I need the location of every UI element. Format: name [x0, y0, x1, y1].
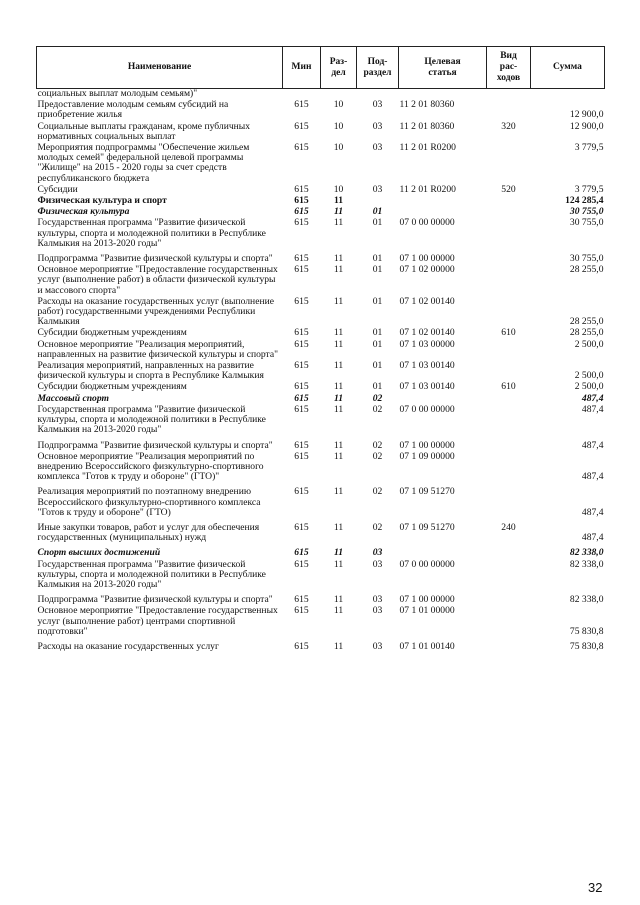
table-body — [37, 89, 605, 654]
cell-sum: 487,4 — [581, 471, 604, 483]
cell-expense-type — [487, 250, 531, 265]
cell-target-article: 11 2 01 R0200 — [399, 183, 456, 195]
cell-target-article: 07 1 09 00000 — [399, 450, 455, 462]
cell-ministry: 615 — [294, 486, 309, 498]
cell-razdel: 11 — [333, 594, 344, 606]
cell-podrazdel: 03 — [372, 183, 383, 195]
cell-name: Субсидии бюджетным учреждениям — [37, 327, 187, 339]
cell-name: Массовый спорт — [37, 392, 109, 404]
cell-expense-type — [487, 452, 531, 484]
cell-ministry: 615 — [294, 206, 309, 218]
cell-expense-type — [487, 207, 531, 218]
cell-razdel: 10 — [333, 183, 344, 195]
cell-target-article: 07 0 00 00000 — [399, 217, 455, 229]
cell-razdel: 10 — [333, 120, 344, 132]
table-row — [37, 606, 605, 638]
cell-expense-type: 320 — [501, 120, 516, 132]
cell-expense-type — [487, 591, 531, 606]
cell-sum: 124 285,4 — [565, 195, 604, 207]
table-row — [37, 250, 605, 265]
cell-name: Предоставление молодым семьям субсидий на приобретение жилья — [37, 99, 229, 121]
cell-podrazdel: 01 — [372, 360, 383, 372]
cell-podrazdel: 01 — [372, 264, 383, 276]
cell-target-article — [399, 544, 487, 559]
cell-razdel: 11 — [333, 381, 344, 393]
cell-name: Реализация мероприятий по поэтапному внедрению Всероссийского физкультурно-спортивного комплекса "Готов к труду и обороне" (ГТО) — [37, 486, 261, 518]
cell-sum: 28 255,0 — [569, 264, 604, 276]
cell-name: Физическая культура и спорт — [37, 195, 167, 207]
cell-expense-type — [487, 483, 531, 519]
table-row — [37, 519, 605, 544]
table-row — [37, 483, 605, 519]
cell-name: Основное мероприятие "Предоставление государственных услуг (выполнение работ) в области физической культуры и массового спорта" — [37, 264, 278, 296]
cell-ministry: 615 — [294, 381, 309, 393]
cell-podrazdel: 02 — [372, 392, 383, 404]
cell-razdel: 11 — [333, 521, 344, 533]
table-row — [37, 143, 605, 185]
budget-table — [36, 46, 605, 653]
cell-name: Мероприятия подпрограммы "Обеспечение жильем молодых семей" федеральной целевой программы "Жилище" на 2015 - 2020 годы за счет средств республиканского бюджета — [37, 142, 250, 184]
cell-podrazdel: 01 — [372, 217, 383, 229]
cell-podrazdel: 02 — [372, 521, 383, 533]
cell-sum: 12 900,0 — [569, 109, 604, 121]
cell-expense-type — [487, 394, 531, 405]
cell-name: Реализация мероприятий, направленных на развитие физической культуры и спорта в Республике Калмыкия — [37, 360, 264, 382]
cell-sum: 75 830,8 — [569, 640, 604, 652]
table-row — [37, 361, 605, 382]
cell-target-article: 07 1 01 00000 — [399, 605, 455, 617]
cell-sum: 487,4 — [581, 506, 604, 518]
cell-target-article: 07 1 01 00140 — [399, 640, 455, 652]
cell-podrazdel: 03 — [372, 594, 383, 606]
cell-podrazdel: 02 — [372, 450, 383, 462]
cell-razdel: 11 — [333, 605, 344, 617]
cell-ministry: 615 — [294, 120, 309, 132]
header-razdel: Раз- дел — [321, 47, 357, 89]
cell-razdel: 11 — [333, 327, 344, 339]
cell-sum: 30 755,0 — [569, 253, 604, 265]
cell-name: Расходы на оказание государственных услуг — [37, 640, 219, 652]
cell-expense-type — [487, 89, 531, 101]
cell-target-article: 07 1 02 00140 — [399, 327, 455, 339]
cell-target-article: 07 1 00 00000 — [399, 253, 455, 265]
cell-expense-type: 520 — [501, 183, 516, 195]
header-sum: Сумма — [531, 47, 605, 89]
cell-razdel: 11 — [333, 195, 344, 207]
cell-expense-type — [487, 340, 531, 361]
cell-target-article: 07 1 00 00000 — [399, 439, 455, 451]
cell-name: Субсидии бюджетным учреждениям — [37, 381, 187, 393]
cell-ministry: 615 — [294, 547, 309, 559]
page-number: 32 — [588, 880, 603, 895]
cell-podrazdel: 01 — [372, 381, 383, 393]
table-row — [37, 544, 605, 559]
cell-name: Расходы на оказание государственных услуг (выполнение работ) государственными учреждениями Республики Калмыкия — [37, 295, 274, 328]
cell-expense-type — [487, 437, 531, 452]
cell-podrazdel: 03 — [372, 142, 383, 154]
cell-sum: 2 500,0 — [574, 381, 604, 393]
cell-target-article: 11 2 01 80360 — [399, 120, 455, 132]
cell-podrazdel: 02 — [372, 486, 383, 498]
cell-podrazdel: 01 — [372, 206, 383, 218]
table-header-row — [37, 47, 605, 89]
cell-target-article: 07 1 03 00000 — [399, 338, 455, 350]
cell-ministry: 615 — [294, 142, 309, 154]
cell-razdel: 11 — [333, 403, 344, 415]
cell-name: Социальные выплаты гражданам, кроме публичных нормативных социальных выплат — [37, 120, 251, 142]
cell-ministry: 615 — [294, 360, 309, 372]
cell-sum: 3 779,5 — [574, 183, 604, 195]
cell-ministry: 615 — [294, 99, 309, 111]
cell-ministry: 615 — [294, 450, 309, 462]
cell-podrazdel: 03 — [372, 547, 383, 559]
table-row — [37, 437, 605, 452]
cell-razdel: 11 — [333, 360, 344, 372]
cell-ministry: 615 — [294, 521, 309, 533]
cell-target-article: 07 0 00 00000 — [399, 403, 455, 415]
cell-expense-type: 240 — [501, 521, 516, 533]
cell-expense-type — [487, 405, 531, 437]
cell-name: Подпрограмма "Развитие физической культуры и спорта" — [37, 439, 273, 451]
cell-expense-type — [487, 560, 531, 592]
cell-razdel: 11 — [333, 295, 344, 307]
cell-podrazdel: 02 — [372, 403, 383, 415]
table-row — [37, 340, 605, 361]
cell-expense-type: 610 — [501, 381, 516, 393]
cell-sum: 82 338,0 — [569, 547, 604, 559]
cell-target-article: 07 1 02 00140 — [399, 295, 455, 307]
cell-ministry: 615 — [294, 264, 309, 276]
cell-name: Государственная программа "Развитие физической культуры, спорта и молодежной политики в Республике Калмыкия на 2013-2020 годы" — [37, 403, 266, 436]
cell-expense-type — [487, 606, 531, 638]
cell-sum: 12 900,0 — [569, 120, 604, 132]
cell-sum: 82 338,0 — [569, 594, 604, 606]
cell-podrazdel: 01 — [372, 327, 383, 339]
cell-target-article: 11 2 01 R0200 — [399, 142, 456, 154]
cell-sum — [531, 89, 605, 101]
cell-podrazdel: 03 — [372, 558, 383, 570]
cell-name: Основное мероприятие "Реализация мероприятий по внедрению Всероссийского физкультурно-спортивного комплекса "Готов к труду и обороне" (ГТО)" — [37, 450, 264, 483]
table-row — [37, 218, 605, 250]
cell-expense-type — [487, 100, 531, 121]
cell-expense-type — [487, 638, 531, 653]
cell-name: Подпрограмма "Развитие физической культуры и спорта" — [37, 253, 273, 265]
cell-razdel: 11 — [333, 439, 344, 451]
cell-sum: 3 779,5 — [574, 142, 604, 154]
cell-sum: 487,4 — [581, 439, 604, 451]
cell-sum: 30 755,0 — [569, 206, 604, 218]
table-row — [37, 591, 605, 606]
cell-target-article: 07 1 02 00000 — [399, 264, 455, 276]
cell-sum: 28 255,0 — [569, 316, 604, 328]
cell-ministry: 615 — [294, 183, 309, 195]
cell-expense-type: 610 — [501, 327, 516, 339]
cell-name: Спорт высших достижений — [37, 547, 161, 559]
table-row — [37, 382, 605, 393]
cell-ministry: 615 — [294, 338, 309, 350]
cell-sum: 487,4 — [581, 403, 604, 415]
header-target-article: Целевая статья — [399, 47, 487, 89]
cell-ministry: 615 — [294, 327, 309, 339]
table-row — [37, 638, 605, 653]
cell-target-article: 07 1 09 51270 — [399, 486, 455, 498]
cell-name: Государственная программа "Развитие физической культуры, спорта и молодежной политики в Республике Калмыкия на 2013-2020 годы" — [37, 558, 266, 590]
cell-podrazdel: 01 — [372, 338, 383, 350]
cell-sum: 30 755,0 — [569, 217, 604, 229]
cell-ministry: 615 — [294, 392, 309, 404]
cell-razdel: 11 — [333, 450, 344, 462]
table-row — [37, 265, 605, 297]
cell-name: Физическая культура — [37, 206, 130, 218]
cell-ministry: 615 — [294, 640, 309, 652]
cell-razdel: 11 — [333, 217, 344, 229]
cell-sum: 2 500,0 — [574, 338, 604, 350]
header-podrazdel: Под- раздел — [357, 47, 399, 89]
cell-ministry: 615 — [294, 605, 309, 617]
cell-razdel: 11 — [333, 558, 344, 570]
cell-sum: 28 255,0 — [569, 327, 604, 339]
cell-razdel: 11 — [333, 392, 344, 404]
cell-sum: 487,4 — [581, 392, 604, 404]
table-row — [37, 452, 605, 484]
table-row — [37, 122, 605, 143]
header-expense-type: Вид рас- ходов — [487, 47, 531, 89]
cell-expense-type — [487, 143, 531, 185]
cell-ministry: 615 — [294, 217, 309, 229]
cell-ministry: 615 — [294, 403, 309, 415]
cell-podrazdel: 03 — [372, 640, 383, 652]
cell-ministry: 615 — [294, 439, 309, 451]
cell-razdel: 11 — [333, 486, 344, 498]
cell-expense-type — [487, 218, 531, 250]
cell-razdel: 11 — [333, 338, 344, 350]
cell-podrazdel: 03 — [372, 99, 383, 111]
cell-razdel: 11 — [333, 640, 344, 652]
header-name: Наименование — [37, 47, 283, 89]
cell-ministry: 615 — [294, 558, 309, 570]
cell-ministry: 615 — [294, 195, 309, 207]
header-min: Мин — [283, 47, 321, 89]
cell-ministry: 615 — [294, 594, 309, 606]
cell-podrazdel: 01 — [372, 253, 383, 265]
table-row — [37, 100, 605, 121]
table-row — [37, 405, 605, 437]
cell-target-article — [399, 196, 487, 207]
cell-sum: 75 830,8 — [569, 625, 604, 637]
cell-ministry: 615 — [294, 295, 309, 307]
cell-expense-type — [487, 297, 531, 329]
cell-name: Государственная программа "Развитие физической культуры, спорта и молодежной политики в Республике Калмыкия на 2013-2020 годы" — [37, 217, 266, 249]
cell-podrazdel: 01 — [372, 295, 383, 307]
cell-sum: 487,4 — [581, 532, 604, 544]
cell-name: Подпрограмма "Развитие физической культуры и спорта" — [37, 594, 273, 606]
cell-target-article: 07 0 00 00000 — [399, 558, 455, 570]
cell-podrazdel: 03 — [372, 120, 383, 132]
cell-sum: 82 338,0 — [569, 558, 604, 570]
cell-target-article: 07 1 00 00000 — [399, 594, 455, 606]
cell-target-article: 11 2 01 80360 — [399, 99, 455, 111]
cell-name: Основное мероприятие "Предоставление государственных услуг (выполнение работ) центрами спортивной подготовки" — [37, 605, 278, 637]
cell-razdel: 11 — [333, 547, 344, 559]
cell-sum: 2 500,0 — [574, 370, 604, 382]
cell-ministry: 615 — [294, 253, 309, 265]
cell-name: Субсидии — [37, 183, 78, 195]
cell-razdel: 11 — [333, 264, 344, 276]
cell-razdel: 10 — [333, 142, 344, 154]
table-row — [37, 328, 605, 339]
cell-razdel: 11 — [333, 253, 344, 265]
cell-podrazdel: 02 — [372, 439, 383, 451]
table-row — [37, 560, 605, 592]
cell-podrazdel: 03 — [372, 605, 383, 617]
cell-expense-type — [487, 196, 531, 207]
cell-name: социальных выплат молодым семьям)" — [37, 88, 198, 99]
cell-name: Основное мероприятие "Реализация мероприятий, направленных на развитие физической культуры и спорта" — [37, 338, 279, 360]
cell-razdel: 11 — [333, 206, 344, 218]
cell-target-article: 07 1 03 00140 — [399, 381, 455, 393]
table-row — [37, 297, 605, 329]
cell-target-article: 07 1 03 00140 — [399, 360, 455, 372]
cell-razdel: 10 — [333, 99, 344, 111]
cell-expense-type — [487, 265, 531, 297]
cell-expense-type — [487, 361, 531, 382]
cell-expense-type — [487, 544, 531, 559]
cell-target-article: 07 1 09 51270 — [399, 521, 455, 533]
cell-name: Иные закупки товаров, работ и услуг для обеспечения государственных (муниципальных) нужд — [37, 521, 260, 544]
